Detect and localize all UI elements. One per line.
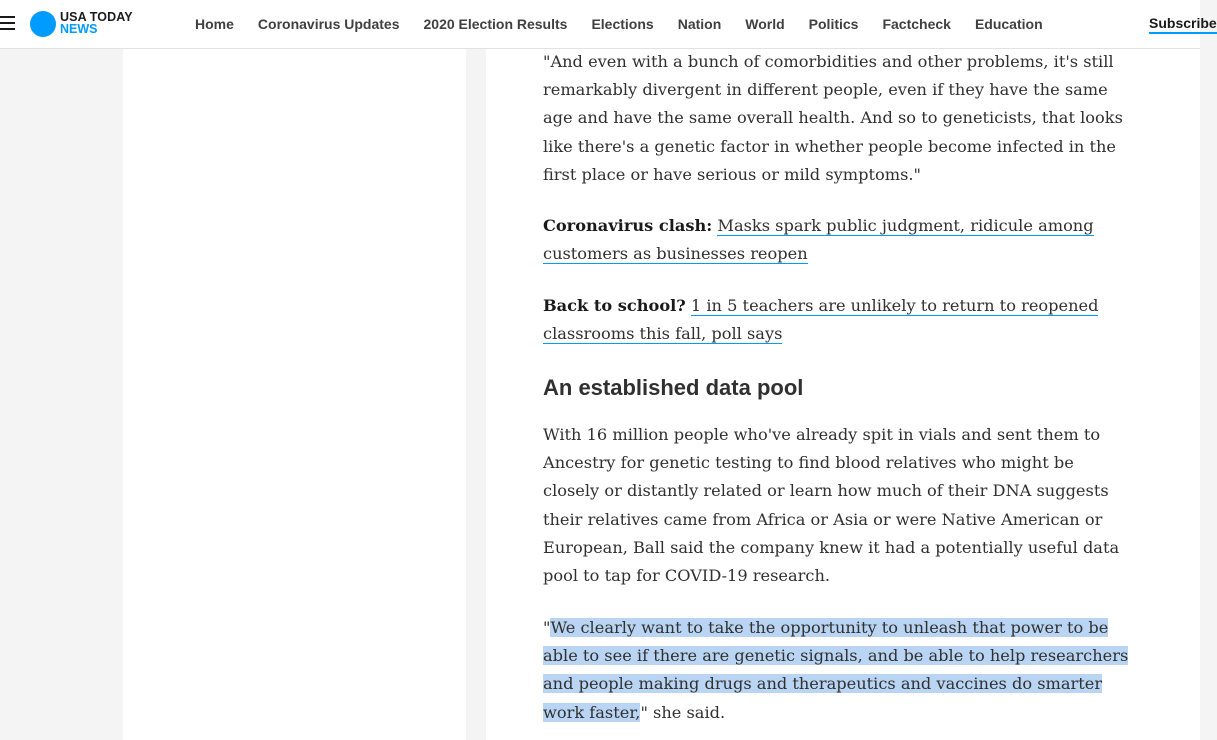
- related-link-2[interactable]: 1 in 5 teachers are unlikely to return to reopened classrooms this fall, poll says: [543, 296, 1099, 344]
- nav-item-world[interactable]: World: [745, 16, 785, 32]
- nav-item-2020-election-results[interactable]: 2020 Election Results: [423, 16, 568, 32]
- top-navigation-bar: [0, 0, 1217, 49]
- nav-item-home[interactable]: Home: [195, 16, 234, 32]
- open-quote: ": [543, 618, 551, 637]
- section-heading: An established data pool: [543, 375, 804, 400]
- related-link-paragraph-1: [543, 212, 1133, 268]
- final-quote-paragraph: [543, 614, 1133, 727]
- data-pool-paragraph: With 16 million people who've already spit in vials and sent them to Ancestry for genetic testing to find blood relatives who might be closely or distantly related or learn how much of their DNA suggests their relatives came from Africa or Asia or were Native American or European, Ball said the company knew it had a potentially useful data pool to tap for COVID-19 research.: [543, 425, 1120, 586]
- nav-item-politics[interactable]: Politics: [808, 16, 859, 32]
- quote-paragraph: "And even with a bunch of comorbidities and other problems, it's still remarkably divergent in different people, even if they have the same age and have the same overall health. And so to geneticists, that looks like there's a genetic factor in whether people become infected in the first place or have serious or mild symptoms.": [543, 52, 1123, 184]
- subscribe-link[interactable]: Subscribe: [1149, 15, 1217, 34]
- related-link-paragraph-2: [543, 292, 1133, 348]
- usa-today-logo[interactable]: [30, 10, 140, 38]
- nav-item-nation[interactable]: Nation: [677, 16, 722, 32]
- logo-circle-icon: [30, 11, 56, 37]
- related-link-1[interactable]: Masks spark public judgment, ridicule among customers as businesses reopen: [543, 216, 1094, 264]
- logo-section-name: NEWS: [60, 22, 98, 36]
- hamburger-menu-icon[interactable]: [0, 16, 16, 32]
- related-label-1: Coronavirus clash:: [543, 216, 713, 235]
- nav-item-elections[interactable]: Elections: [591, 16, 654, 32]
- highlighted-quote-text: We clearly want to take the opportunity to unleash that power to be able to see if there are genetic signals, and be able to help researchers and people making drugs and therapeutics and vaccines do smarter work faster,: [543, 618, 1129, 722]
- main-nav: [195, 0, 1067, 48]
- article-body: [486, 49, 1200, 740]
- nav-item-factcheck[interactable]: Factcheck: [882, 16, 951, 32]
- logo-wordmark: USA TODAY: [60, 10, 133, 24]
- nav-item-education[interactable]: Education: [974, 16, 1043, 32]
- nav-item-coronavirus-updates[interactable]: Coronavirus Updates: [257, 16, 400, 32]
- quote-attribution: " she said.: [640, 702, 726, 722]
- related-label-2: Back to school?: [543, 296, 686, 315]
- left-rail: [123, 49, 466, 740]
